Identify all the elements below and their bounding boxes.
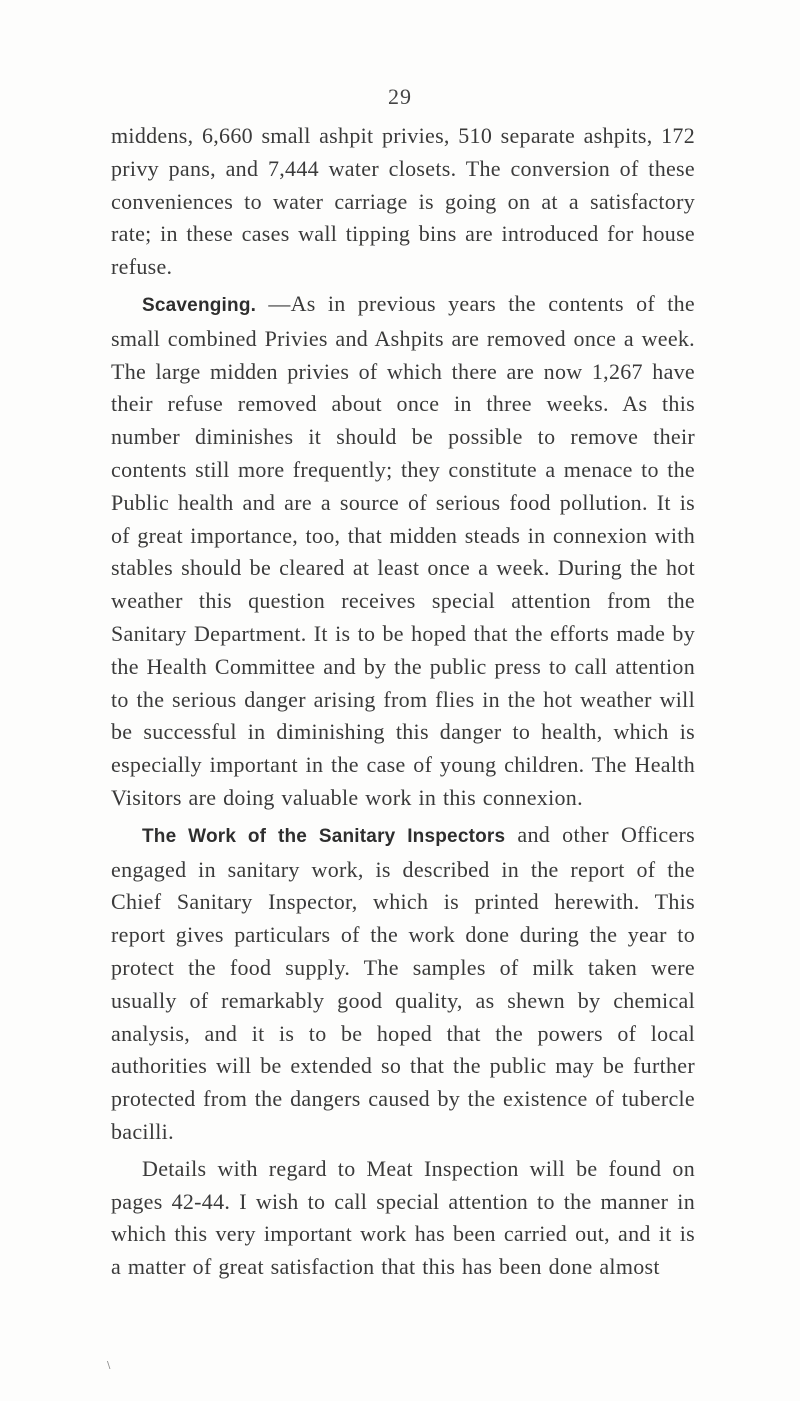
paragraph-text: and other Officers engaged in sanitary work, is described in the report of the Chief Sanitary Inspector, which is printed herewith. This report gives particulars of the work done during the year to protect the food supply. The samples of milk taken were usually of remarkably good quality, as shewn by chemical analysis, and it is to be hoped that the powers of local authorities will be extended so that the public may be further protected from the dangers caused by the existence of tubercle bacilli. — [111, 821, 696, 1144]
scan-speck-mark: \ — [107, 1360, 111, 1371]
paragraph-meat-inspection — [111, 1153, 695, 1284]
section-heading-scavenging: Scavenging. — [142, 294, 257, 316]
paragraph-sanitary-inspectors — [111, 819, 695, 1149]
paragraph-text: —As in previous years the contents of the small combined Privies and Ashpits are removed once a week. The large midden privies of which there are now 1,267 have their refuse removed about once in three weeks. As this number diminishes it should be possible to remove their contents still more frequently; they constitute a menace to the Public health and are a source of serious food pollution. It is of great importance, too, that midden steads in connexion with stables should be cleared at least once a week. During the hot weather this question receives special attention from the Sanitary Department. It is to be hoped that the efforts made by the Health Committee and by the public press to call attention to the serious danger arising from flies in the hot weather will be successful in diminishing this danger to health, which is especially important in the case of young children. The Health Visitors are doing valuable work in this connexion. — [111, 290, 695, 810]
page-number: 29 — [388, 84, 412, 109]
body-text — [111, 120, 695, 1288]
paragraph-text: Details with regard to Meat Inspection will be found on pages 42-44. I wish to call special attention to the manner in which this very important work has been carried out, and it is a matter of great satisfaction that this has been done almost — [111, 1155, 695, 1280]
section-heading-sanitary-inspectors: The Work of the Sanitary Inspectors — [142, 825, 506, 847]
paragraph-text: middens, 6,660 small ashpit privies, 510 separate ashpits, 172 privy pans, and 7,444 water closets. The conversion of these conveniences to water carriage is going on at a satisfactory rate; in these cases wall tipping bins are introduced for house refuse. — [111, 123, 695, 280]
paragraph-continued-middens — [111, 120, 695, 284]
paragraph-scavenging — [111, 288, 695, 815]
